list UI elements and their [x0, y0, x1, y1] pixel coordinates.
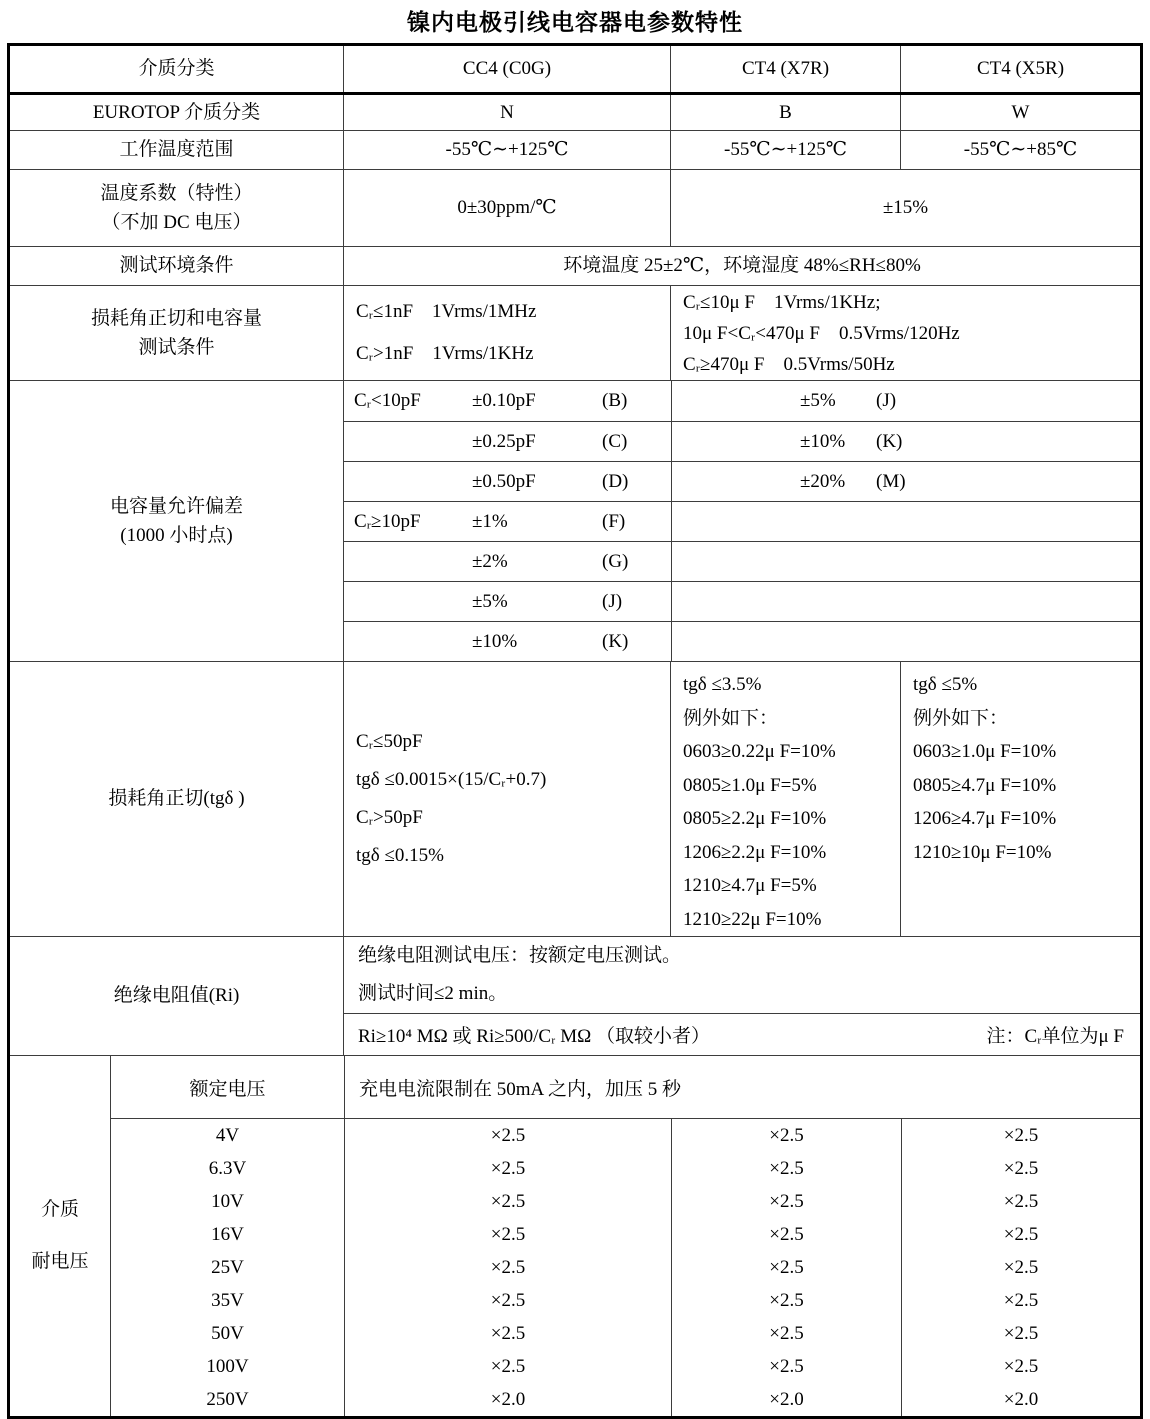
col-header-cc4: CC4 (C0G)	[343, 46, 670, 92]
multiplier-x7r: ×2.0	[671, 1383, 901, 1416]
multiplier-x7r: ×2.5	[671, 1119, 901, 1152]
tolerance-x7r-x5r-cell	[671, 422, 1140, 461]
tolerance-x7r-x5r-cell	[671, 582, 1140, 621]
tgd-cc4-line: Cᵣ≤50pF	[356, 731, 423, 752]
tolerance-row	[344, 421, 1140, 461]
voltage-cell: 25V	[211, 1256, 244, 1278]
cell-tgd-x7r	[670, 662, 900, 936]
cell-tgd-x5r	[900, 662, 1140, 936]
row-label-loss-tangent: 损耗角正切(tgδ )	[108, 788, 245, 810]
multiplier-x5r: ×2.5	[901, 1350, 1140, 1383]
row-label-test-env: 测试环境条件	[119, 255, 234, 277]
tolerance-condition: Cᵣ<10pF	[354, 390, 421, 411]
tgd-cc4-line: tgδ ≤0.15%	[356, 845, 444, 866]
rated-voltage-header-row	[111, 1056, 1140, 1118]
tolerance-section	[10, 380, 1140, 661]
temp-coeff-label-line1: 温度系数（特性）	[100, 182, 253, 204]
loss-cap-label-line1: 损耗角正切和电容量	[90, 307, 262, 329]
tolerance-x7r-x5r-cell	[671, 622, 1140, 661]
tolerance-cc4-cell	[344, 381, 671, 421]
tolerance-cc4-cell	[344, 542, 671, 581]
cell-tgd-cc4	[343, 662, 670, 936]
tolerance-right-code: (J)	[876, 390, 897, 411]
table-row	[111, 1218, 1140, 1251]
col-header-x5r: CT4 (X5R)	[900, 46, 1140, 92]
tolerance-label-line2: (1000 小时点)	[120, 525, 233, 546]
row-loss-cap-test	[10, 285, 1140, 380]
row-label-loss-cap-test	[10, 286, 343, 380]
withstand-rows	[110, 1056, 1140, 1416]
tolerance-cc4-cell	[344, 622, 671, 661]
tolerance-code: (G)	[602, 550, 629, 572]
tolerance-code: (C)	[602, 430, 628, 452]
row-label-withstand	[10, 1056, 110, 1416]
table-row	[111, 1185, 1140, 1218]
voltage-cell: 100V	[206, 1355, 249, 1377]
tolerance-row	[344, 381, 1140, 421]
tolerance-x7r-x5r-cell	[671, 381, 1140, 421]
tgd-x5r-line: 1206≥4.7μ F=10%	[913, 808, 1057, 829]
row-label-temp-coeff	[10, 170, 343, 246]
tolerance-x7r-x5r-cell	[671, 502, 1140, 541]
voltage-cell: 6.3V	[208, 1157, 247, 1179]
withstand-voltage-section	[10, 1055, 1140, 1416]
multiplier-cc4: ×2.5	[344, 1284, 671, 1317]
row-label-temp-range: 工作温度范围	[119, 139, 234, 161]
row-dielectric-class	[10, 46, 1140, 92]
tolerance-code: (K)	[602, 630, 629, 652]
voltage-cell: 16V	[211, 1223, 244, 1245]
tolerance-x7r-x5r-cell	[671, 542, 1140, 581]
row-temp-coeff	[10, 169, 1140, 246]
row-label-tolerance	[10, 381, 343, 661]
tolerance-value: ±2%	[472, 550, 508, 572]
withstand-label-line2: 耐电压	[31, 1251, 89, 1272]
tgd-x5r-line: 例外如下：	[913, 707, 1009, 729]
page-title: 镍内电极引线电容器电参数特性	[407, 9, 743, 35]
tolerance-row	[344, 541, 1140, 581]
multiplier-cc4: ×2.5	[344, 1185, 671, 1218]
row-label-insulation: 绝缘电阻值(Ri)	[113, 985, 240, 1007]
loss-cap-cc4-line2: Cᵣ>1nF 1Vrms/1KHz	[356, 343, 534, 364]
voltage-multiplier-rows	[111, 1118, 1140, 1416]
tgd-x5r-line: 0805≥4.7μ F=10%	[913, 774, 1057, 796]
temp-coeff-label-line2: （不加 DC 电压）	[101, 212, 252, 233]
voltage-cell: 35V	[211, 1289, 244, 1311]
cell-temp-range-x5r: -55℃∼+85℃	[900, 131, 1140, 169]
tgd-x7r-line: 0805≥1.0μ F=5%	[683, 774, 817, 796]
multiplier-x7r: ×2.5	[671, 1350, 901, 1383]
tolerance-x7r-x5r-cell	[671, 462, 1140, 501]
insulation-note: 注：Cᵣ单位为μ F	[986, 1026, 1124, 1047]
cell-eurotop-x5r: W	[900, 95, 1140, 130]
voltage-cell: 50V	[211, 1322, 244, 1344]
cell-loss-cap-cc4	[343, 286, 670, 380]
row-label-eurotop: EUROTOP 介质分类	[92, 101, 261, 123]
tolerance-right-value: ±5%	[800, 390, 836, 411]
tolerance-right-value: ±20%	[800, 470, 846, 492]
tolerance-code: (J)	[602, 590, 623, 612]
insulation-formula: Ri≥10⁴ MΩ 或 Ri≥500/Cᵣ MΩ （取较小者）	[358, 1026, 710, 1047]
multiplier-cc4: ×2.5	[344, 1251, 671, 1284]
multiplier-x5r: ×2.5	[901, 1119, 1140, 1152]
cell-temp-range-x7r: -55℃∼+125℃	[670, 131, 900, 169]
col-header-x7r: CT4 (X7R)	[670, 46, 900, 92]
tgd-x7r-line: tgδ ≤3.5%	[683, 674, 762, 695]
cell-temp-range-cc4: -55℃∼+125℃	[343, 131, 670, 169]
rated-voltage-label: 额定电压	[189, 1078, 266, 1100]
loss-cap-x7r-x5r-line1: Cᵣ≤10μ F 1Vrms/1KHz;	[683, 291, 881, 313]
table-row	[111, 1383, 1140, 1416]
loss-cap-label-line2: 测试条件	[138, 337, 215, 358]
multiplier-x5r: ×2.5	[901, 1317, 1140, 1350]
tolerance-right-value: ±10%	[800, 430, 846, 452]
tgd-x5r-line: 1210≥10μ F=10%	[913, 841, 1052, 863]
insulation-section	[10, 936, 1140, 1055]
tolerance-cc4-cell	[344, 462, 671, 501]
parameters-table	[7, 43, 1143, 1419]
multiplier-x5r: ×2.5	[901, 1218, 1140, 1251]
row-test-env	[10, 246, 1140, 285]
multiplier-x7r: ×2.5	[671, 1317, 901, 1350]
voltage-cell: 4V	[215, 1124, 240, 1146]
multiplier-x5r: ×2.0	[901, 1383, 1140, 1416]
multiplier-x7r: ×2.5	[671, 1284, 901, 1317]
insulation-rows	[343, 937, 1140, 1055]
multiplier-x7r: ×2.5	[671, 1218, 901, 1251]
cell-test-env-value: 环境温度 25±2℃，环境湿度 48%≤RH≤80%	[343, 247, 1140, 285]
tgd-x7r-line: 1210≥22μ F=10%	[683, 908, 822, 930]
multiplier-x7r: ×2.5	[671, 1152, 901, 1185]
multiplier-cc4: ×2.0	[344, 1383, 671, 1416]
loss-cap-cc4-line1: Cᵣ≤1nF 1Vrms/1MHz	[356, 301, 537, 322]
tgd-x5r-line: tgδ ≤5%	[913, 674, 978, 695]
tgd-x7r-line: 例外如下：	[683, 707, 779, 729]
tolerance-code: (B)	[602, 390, 628, 411]
loss-cap-x7r-x5r-line2: 10μ F<Cᵣ<470μ F 0.5Vrms/120Hz	[683, 322, 960, 344]
tgd-x7r-line: 1210≥4.7μ F=5%	[683, 875, 817, 896]
row-temp-range	[10, 130, 1140, 169]
tolerance-value: ±10%	[472, 630, 518, 652]
loss-cap-x7r-x5r-line3: Cᵣ≥470μ F 0.5Vrms/50Hz	[683, 353, 895, 375]
tgd-cc4-line: tgδ ≤0.0015×(15/Cᵣ+0.7)	[356, 769, 547, 790]
multiplier-x5r: ×2.5	[901, 1251, 1140, 1284]
table-row	[111, 1251, 1140, 1284]
tolerance-value: ±0.50pF	[472, 470, 536, 492]
row-loss-tangent	[10, 661, 1140, 936]
multiplier-x5r: ×2.5	[901, 1185, 1140, 1218]
tolerance-rows	[343, 381, 1140, 661]
tolerance-row	[344, 461, 1140, 501]
table-row	[111, 1152, 1140, 1185]
tolerance-value: ±5%	[472, 590, 508, 612]
table-row	[111, 1284, 1140, 1317]
insulation-formula-row	[344, 1013, 1140, 1055]
tgd-x5r-line: 0603≥1.0μ F=10%	[913, 741, 1057, 762]
voltage-cell: 10V	[211, 1190, 244, 1212]
tolerance-value: ±0.10pF	[472, 390, 536, 411]
tolerance-condition: Cᵣ≥10pF	[354, 510, 421, 532]
multiplier-x7r: ×2.5	[671, 1251, 901, 1284]
tolerance-label-line1: 电容量允许偏差	[109, 495, 243, 517]
tgd-x7r-line: 1206≥2.2μ F=10%	[683, 841, 827, 863]
multiplier-cc4: ×2.5	[344, 1350, 671, 1383]
cell-eurotop-cc4: N	[343, 95, 670, 130]
tgd-x7r-line: 0805≥2.2μ F=10%	[683, 808, 827, 829]
tolerance-cc4-cell	[344, 422, 671, 461]
table-row	[111, 1119, 1140, 1152]
row-label-dielectric-class: 介质分类	[138, 58, 215, 80]
tolerance-value: ±1%	[472, 510, 508, 532]
cell-temp-coeff-x7r-x5r: ±15%	[670, 170, 1140, 246]
multiplier-cc4: ×2.5	[344, 1317, 671, 1350]
insulation-line1: 绝缘电阻测试电压：按额定电压测试。	[358, 945, 682, 966]
tolerance-right-code: (K)	[876, 430, 903, 452]
tolerance-row	[344, 501, 1140, 541]
row-eurotop-class	[10, 92, 1140, 130]
multiplier-x5r: ×2.5	[901, 1284, 1140, 1317]
table-row	[111, 1317, 1140, 1350]
table-row	[111, 1350, 1140, 1383]
tolerance-row	[344, 621, 1140, 661]
tolerance-right-code: (M)	[876, 470, 906, 492]
multiplier-x5r: ×2.5	[901, 1152, 1140, 1185]
insulation-line2: 测试时间≤2 min。	[358, 983, 508, 1004]
multiplier-x7r: ×2.5	[671, 1185, 901, 1218]
multiplier-cc4: ×2.5	[344, 1119, 671, 1152]
tolerance-cc4-cell	[344, 502, 671, 541]
cell-loss-cap-x7r-x5r	[670, 286, 1140, 380]
charge-condition: 充电电流限制在 50mA 之内，加压 5 秒	[344, 1056, 1140, 1118]
tgd-cc4-line: Cᵣ>50pF	[356, 807, 423, 828]
withstand-label-line1: 介质	[40, 1199, 79, 1220]
tgd-x7r-line: 0603≥0.22μ F=10%	[683, 741, 836, 762]
tolerance-row	[344, 581, 1140, 621]
voltage-cell: 250V	[206, 1388, 249, 1410]
cell-eurotop-x7r: B	[670, 95, 900, 130]
tolerance-value: ±0.25pF	[472, 430, 536, 452]
tolerance-code: (D)	[602, 470, 629, 492]
tolerance-code: (F)	[602, 510, 626, 532]
tolerance-cc4-cell	[344, 582, 671, 621]
multiplier-cc4: ×2.5	[344, 1152, 671, 1185]
cell-temp-coeff-cc4: 0±30ppm/℃	[343, 170, 670, 246]
insulation-test-conditions	[344, 937, 1140, 1013]
multiplier-cc4: ×2.5	[344, 1218, 671, 1251]
